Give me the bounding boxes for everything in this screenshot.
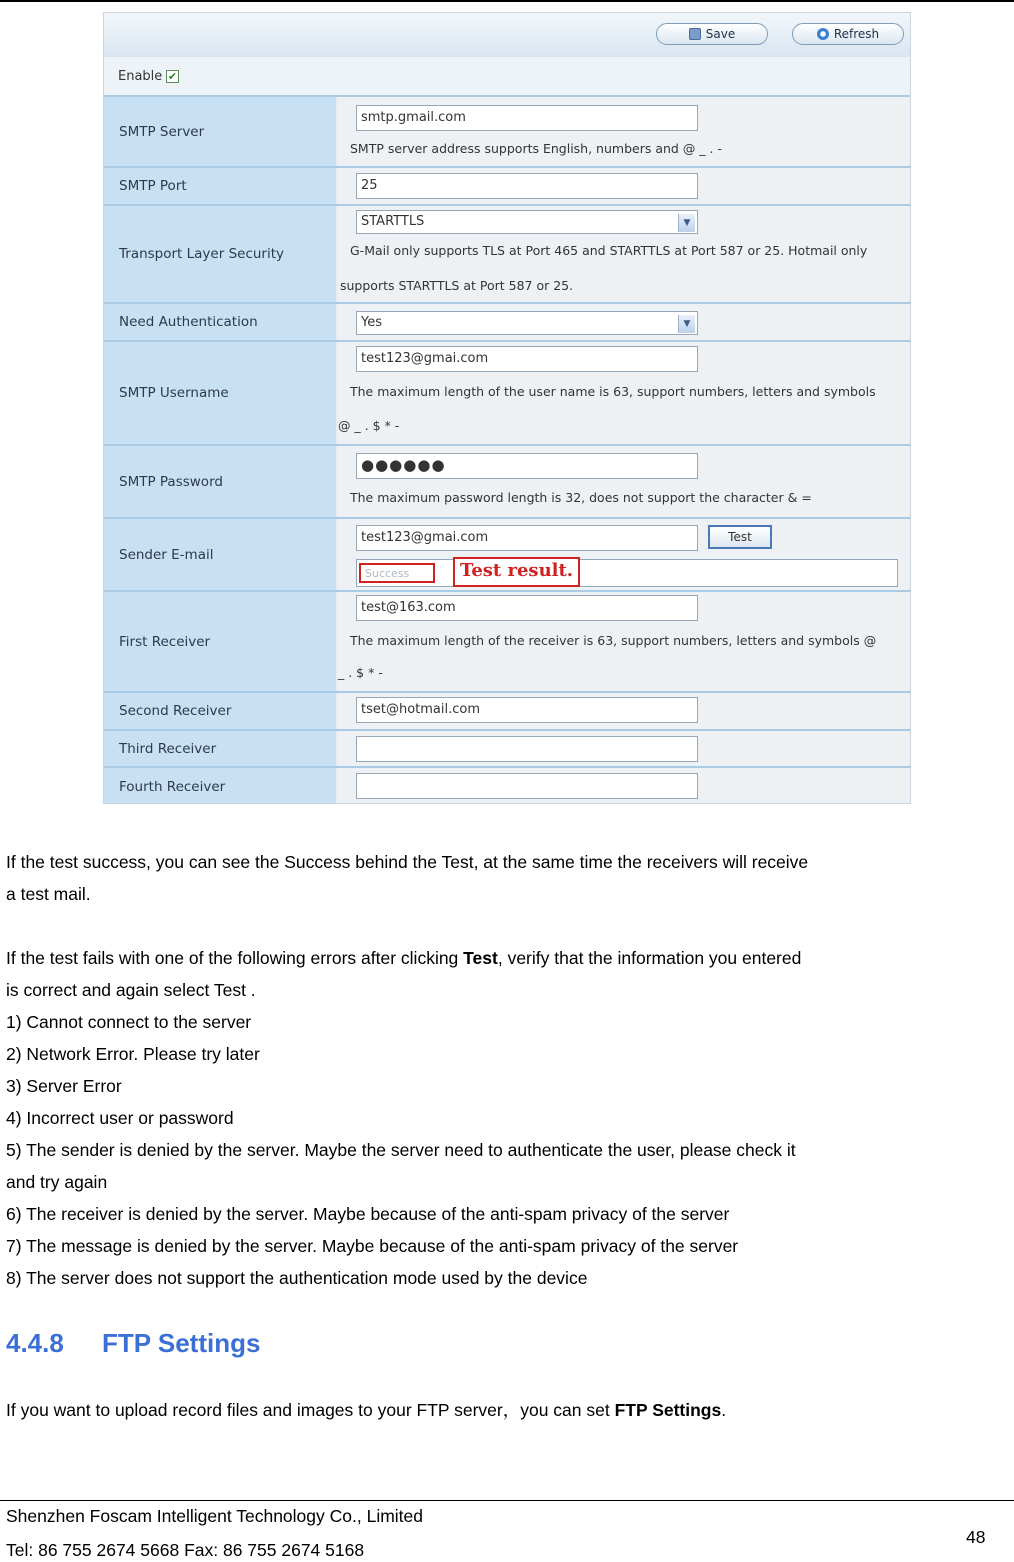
first-receiver-label: First Receiver bbox=[104, 592, 336, 691]
smtp-password-hint: The maximum password length is 32, does not support the character & = bbox=[350, 490, 812, 505]
footer-contact: Tel: 86 755 2674 5668 Fax: 86 755 2674 5168 bbox=[6, 1540, 365, 1560]
smtp-port-label: SMTP Port bbox=[104, 168, 336, 204]
paragraph-line: a test mail. bbox=[6, 884, 91, 904]
ftp-settings-keyword: FTP Settings bbox=[614, 1400, 722, 1420]
section-number: 4.4.8 bbox=[6, 1328, 64, 1358]
chevron-down-icon: ▼ bbox=[678, 214, 695, 232]
smtp-server-row bbox=[104, 95, 911, 166]
tls-label: Transport Layer Security bbox=[104, 206, 336, 302]
tls-hint-line1: G-Mail only supports TLS at Port 465 and STARTTLS at Port 587 or 25. Hotmail only bbox=[350, 243, 868, 258]
page-number: 48 bbox=[966, 1527, 986, 1547]
smtp-username-input[interactable]: test123@gmai.com bbox=[356, 346, 698, 372]
paragraph-test-fail bbox=[6, 942, 1010, 1294]
save-icon bbox=[689, 28, 701, 40]
third-receiver-row bbox=[104, 729, 911, 766]
error-item: 1) Cannot connect to the server bbox=[6, 1012, 252, 1032]
fourth-receiver-input[interactable] bbox=[356, 773, 698, 799]
sender-email-label: Sender E-mail bbox=[104, 519, 336, 590]
smtp-port-input[interactable]: 25 bbox=[356, 173, 698, 199]
error-item: 6) The receiver is denied by the server. Maybe because of the anti-spam privacy of the server bbox=[6, 1204, 730, 1224]
error-item: 8) The server does not support the authentication mode used by the device bbox=[6, 1268, 588, 1288]
need-auth-label: Need Authentication bbox=[104, 304, 336, 340]
smtp-server-input[interactable]: smtp.gmail.com bbox=[356, 105, 698, 131]
enable-checkbox[interactable]: ✔ bbox=[167, 70, 178, 83]
smtp-server-label: SMTP Server bbox=[104, 97, 336, 166]
success-status: Success bbox=[359, 563, 435, 583]
error-item: 7) The message is denied by the server. Maybe because of the anti-spam privacy of the server bbox=[6, 1236, 739, 1256]
test-result-annotation: Test result. bbox=[453, 557, 580, 587]
sender-email-input[interactable]: test123@gmai.com bbox=[356, 525, 698, 551]
smtp-password-input[interactable]: ●●●●●● bbox=[356, 453, 698, 479]
mail-settings-screenshot bbox=[103, 12, 911, 804]
refresh-label: Refresh bbox=[833, 27, 880, 41]
second-receiver-row bbox=[104, 691, 911, 729]
need-auth-select[interactable] bbox=[356, 311, 698, 335]
smtp-password-label: SMTP Password bbox=[104, 446, 336, 517]
paragraph-ftp bbox=[6, 1394, 1010, 1426]
paragraph-text: If the test fails with one of the following errors after clicking bbox=[6, 948, 464, 968]
smtp-username-hint-line2: @ _ . $ * - bbox=[338, 418, 400, 433]
save-button[interactable] bbox=[656, 23, 768, 45]
paragraph-line: If the test success, you can see the Success behind the Test, at the same time the receivers will receive bbox=[6, 852, 809, 872]
first-receiver-input[interactable]: test@163.com bbox=[356, 595, 698, 621]
error-item: 5) The sender is denied by the server. Maybe the server need to authenticate the user, please check it bbox=[6, 1140, 796, 1160]
third-receiver-input[interactable] bbox=[356, 736, 698, 762]
paragraph-text: If you want to upload record files and images to your FTP server，you can set bbox=[6, 1400, 615, 1420]
enable-label: Enable bbox=[118, 69, 163, 84]
paragraph-line: is correct and again select Test . bbox=[6, 980, 256, 1000]
first-receiver-hint-line1: The maximum length of the receiver is 63, support numbers, letters and symbols @ bbox=[350, 633, 877, 648]
error-item: 3) Server Error bbox=[6, 1076, 122, 1096]
test-button[interactable]: Test bbox=[708, 525, 772, 549]
need-auth-row bbox=[104, 302, 911, 340]
test-result-field bbox=[356, 559, 898, 587]
second-receiver-input[interactable]: tset@hotmail.com bbox=[356, 697, 698, 723]
error-item: and try again bbox=[6, 1172, 108, 1192]
tls-hint-line2: supports STARTTLS at Port 587 or 25. bbox=[340, 278, 574, 293]
toolbar bbox=[104, 13, 911, 57]
tls-select[interactable] bbox=[356, 210, 698, 234]
fourth-receiver-label: Fourth Receiver bbox=[104, 768, 336, 804]
fourth-receiver-row bbox=[104, 766, 911, 804]
enable-row bbox=[104, 57, 911, 95]
top-rule bbox=[0, 0, 1014, 2]
smtp-port-row bbox=[104, 166, 911, 204]
smtp-password-row bbox=[104, 444, 911, 517]
paragraph-test-success bbox=[6, 846, 1010, 910]
chevron-down-icon: ▼ bbox=[678, 315, 695, 333]
first-receiver-hint-line2: _ . $ * - bbox=[338, 665, 383, 680]
refresh-button[interactable] bbox=[792, 23, 904, 45]
smtp-username-hint-line1: The maximum length of the user name is 63, support numbers, letters and symbols bbox=[350, 384, 876, 399]
smtp-server-hint: SMTP server address supports English, numbers and @ _ . - bbox=[350, 141, 722, 156]
need-auth-select-value: Yes bbox=[361, 315, 382, 330]
sender-email-row bbox=[104, 517, 911, 590]
third-receiver-label: Third Receiver bbox=[104, 731, 336, 766]
second-receiver-label: Second Receiver bbox=[104, 693, 336, 729]
save-label: Save bbox=[705, 27, 736, 41]
tls-row bbox=[104, 204, 911, 302]
first-receiver-row bbox=[104, 590, 911, 691]
error-item: 4) Incorrect user or password bbox=[6, 1108, 234, 1128]
test-keyword: Test bbox=[463, 948, 498, 968]
error-item: 2) Network Error. Please try later bbox=[6, 1044, 260, 1064]
footer-company: Shenzhen Foscam Intelligent Technology Co., Limited bbox=[6, 1506, 424, 1526]
refresh-icon bbox=[817, 28, 829, 40]
paragraph-text: , verify that the information you entered bbox=[497, 948, 802, 968]
section-title: FTP Settings bbox=[102, 1328, 261, 1358]
paragraph-text: . bbox=[721, 1400, 727, 1420]
tls-select-value: STARTTLS bbox=[361, 214, 425, 229]
smtp-username-row bbox=[104, 340, 911, 444]
section-heading bbox=[6, 1328, 260, 1359]
smtp-username-label: SMTP Username bbox=[104, 342, 336, 444]
paragraph-line bbox=[6, 942, 1010, 974]
footer-rule bbox=[0, 1500, 1014, 1501]
